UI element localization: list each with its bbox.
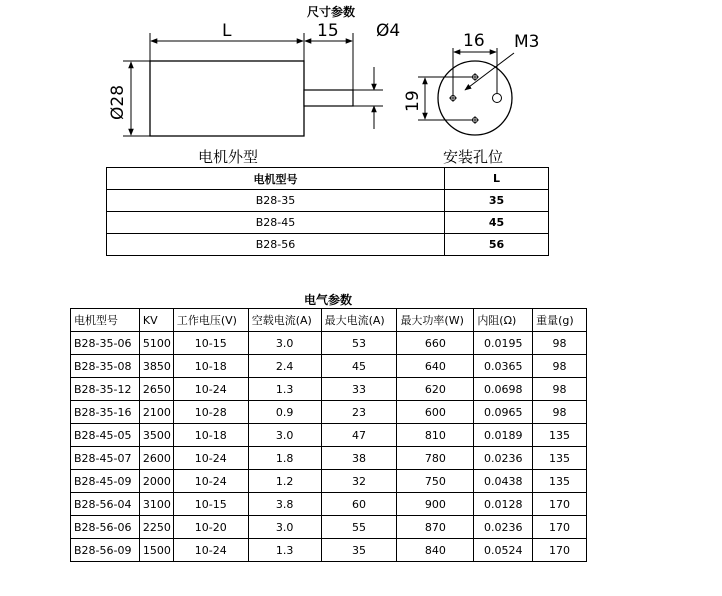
cell-length: 56 (445, 234, 549, 256)
cell-max-power: 620 (397, 378, 474, 401)
cell-weight: 98 (533, 332, 587, 355)
label-shaft-length: 15 (317, 21, 339, 41)
cell-voltage: 10-24 (173, 539, 248, 562)
header-resistance: 内阻(Ω) (474, 309, 533, 332)
cell-max-power: 900 (397, 493, 474, 516)
caption-outline: 电机外型 (198, 148, 259, 166)
cell-noload-current: 3.8 (248, 493, 321, 516)
cell-voltage: 10-18 (173, 424, 248, 447)
header-noload-current: 空载电流(A) (248, 309, 321, 332)
cell-voltage: 10-24 (173, 378, 248, 401)
cell-length: 45 (445, 212, 549, 234)
table-row (107, 190, 549, 212)
cell-voltage: 10-15 (173, 332, 248, 355)
label-body-diameter: Ø28 (108, 84, 128, 120)
cell-noload-current: 3.0 (248, 332, 321, 355)
cell-resistance: 0.0438 (474, 470, 533, 493)
cell-weight: 98 (533, 355, 587, 378)
cell-model: B28-56-06 (71, 516, 140, 539)
cell-kv: 2600 (139, 447, 173, 470)
cell-voltage: 10-24 (173, 447, 248, 470)
cell-max-power: 780 (397, 447, 474, 470)
cell-noload-current: 1.3 (248, 378, 321, 401)
table-row (71, 516, 587, 539)
cell-model: B28-45-07 (71, 447, 140, 470)
cell-resistance: 0.0189 (474, 424, 533, 447)
header-model: 电机型号 (71, 309, 140, 332)
table-row (71, 424, 587, 447)
cell-resistance: 0.0524 (474, 539, 533, 562)
cell-max-power: 870 (397, 516, 474, 539)
cell-length: 35 (445, 190, 549, 212)
cell-max-power: 600 (397, 401, 474, 424)
cell-model: B28-35 (107, 190, 445, 212)
table-row (71, 378, 587, 401)
table-header-row (107, 168, 549, 190)
cell-model: B28-45 (107, 212, 445, 234)
cell-weight: 170 (533, 493, 587, 516)
table-row (71, 355, 587, 378)
cell-noload-current: 1.3 (248, 539, 321, 562)
header-model: 电机型号 (107, 168, 445, 190)
motor-shaft (304, 90, 353, 106)
cell-kv: 2100 (139, 401, 173, 424)
cell-voltage: 10-24 (173, 470, 248, 493)
cell-kv: 2650 (139, 378, 173, 401)
cell-voltage: 10-15 (173, 493, 248, 516)
cell-kv: 3500 (139, 424, 173, 447)
table-row (107, 212, 549, 234)
cell-max-current: 32 (321, 470, 397, 493)
cell-model: B28-56-04 (71, 493, 140, 516)
table-row (71, 447, 587, 470)
cell-kv: 3850 (139, 355, 173, 378)
cell-noload-current: 0.9 (248, 401, 321, 424)
cell-model: B28-35-06 (71, 332, 140, 355)
caption-mount: 安装孔位 (443, 148, 504, 166)
cell-resistance: 0.0965 (474, 401, 533, 424)
table-row (71, 401, 587, 424)
cell-noload-current: 2.4 (248, 355, 321, 378)
table-row (71, 470, 587, 493)
table-header-row (71, 309, 587, 332)
cell-max-current: 45 (321, 355, 397, 378)
cell-max-current: 33 (321, 378, 397, 401)
cell-noload-current: 3.0 (248, 424, 321, 447)
cell-weight: 98 (533, 378, 587, 401)
cell-max-current: 53 (321, 332, 397, 355)
cell-kv: 2250 (139, 516, 173, 539)
cell-max-current: 47 (321, 424, 397, 447)
label-hole-height: 19 (403, 90, 423, 112)
header-max-current: 最大电流(A) (321, 309, 397, 332)
header-kv: KV (139, 309, 173, 332)
cell-kv: 5100 (139, 332, 173, 355)
center-hole (493, 94, 502, 103)
cell-voltage: 10-20 (173, 516, 248, 539)
cell-resistance: 0.0236 (474, 447, 533, 470)
cell-max-current: 35 (321, 539, 397, 562)
cell-model: B28-56 (107, 234, 445, 256)
cell-max-current: 23 (321, 401, 397, 424)
cell-weight: 135 (533, 447, 587, 470)
cell-voltage: 10-18 (173, 355, 248, 378)
cell-max-power: 840 (397, 539, 474, 562)
cell-noload-current: 1.8 (248, 447, 321, 470)
table-row (71, 332, 587, 355)
header-weight: 重量(g) (533, 309, 587, 332)
cell-max-power: 810 (397, 424, 474, 447)
cell-kv: 1500 (139, 539, 173, 562)
table-row (71, 493, 587, 516)
cell-model: B28-45-05 (71, 424, 140, 447)
cell-model: B28-35-08 (71, 355, 140, 378)
table-row (107, 234, 549, 256)
cell-model: B28-35-12 (71, 378, 140, 401)
cell-resistance: 0.0236 (474, 516, 533, 539)
cell-weight: 98 (533, 401, 587, 424)
cell-model: B28-35-16 (71, 401, 140, 424)
cell-noload-current: 1.2 (248, 470, 321, 493)
cell-weight: 135 (533, 470, 587, 493)
label-length: L (222, 21, 232, 41)
cell-max-current: 60 (321, 493, 397, 516)
cell-max-current: 55 (321, 516, 397, 539)
cell-resistance: 0.0195 (474, 332, 533, 355)
label-hole-spacing: 16 (463, 31, 485, 51)
cell-model: B28-45-09 (71, 470, 140, 493)
electrical-table (70, 308, 587, 562)
header-length: L (445, 168, 549, 190)
cell-noload-current: 3.0 (248, 516, 321, 539)
cell-kv: 2000 (139, 470, 173, 493)
cell-max-power: 660 (397, 332, 474, 355)
motor-body (150, 61, 304, 136)
cell-model: B28-56-09 (71, 539, 140, 562)
label-screw: M3 (514, 32, 540, 52)
cell-kv: 3100 (139, 493, 173, 516)
cell-voltage: 10-28 (173, 401, 248, 424)
cell-weight: 170 (533, 516, 587, 539)
header-voltage: 工作电压(V) (173, 309, 248, 332)
cell-resistance: 0.0128 (474, 493, 533, 516)
cell-resistance: 0.0365 (474, 355, 533, 378)
cell-weight: 135 (533, 424, 587, 447)
cell-max-power: 750 (397, 470, 474, 493)
cell-resistance: 0.0698 (474, 378, 533, 401)
cell-max-power: 640 (397, 355, 474, 378)
cell-weight: 170 (533, 539, 587, 562)
dimension-title: 尺寸参数 (307, 5, 356, 19)
electrical-title: 电气参数 (304, 293, 353, 307)
dimension-table (106, 167, 549, 256)
cell-max-current: 38 (321, 447, 397, 470)
header-max-power: 最大功率(W) (397, 309, 474, 332)
table-row (71, 539, 587, 562)
label-shaft-diameter: Ø4 (376, 21, 401, 41)
